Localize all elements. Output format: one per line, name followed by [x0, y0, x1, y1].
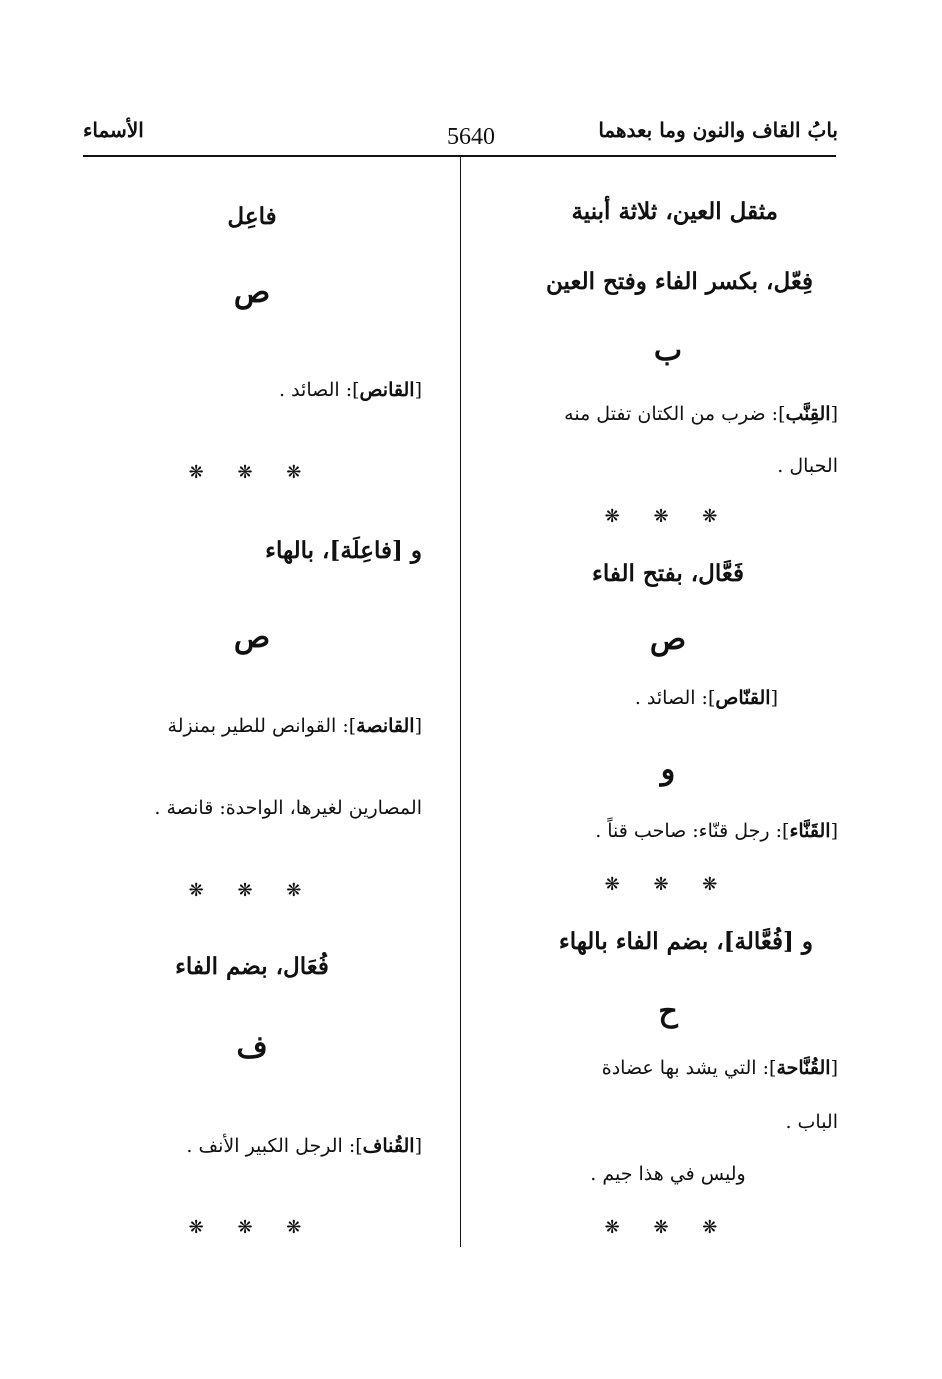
entry: [القانصة]: القوانص للطير بمنزلة	[167, 715, 422, 737]
entry-definition: : الصائد .	[278, 379, 353, 401]
section-separator: ❋ ❋ ❋	[188, 462, 316, 483]
entry: [القُناف]: الرجل الكبير الأنف .	[186, 1135, 422, 1157]
entry-headword: القنّاص	[715, 687, 771, 709]
column-divider	[460, 157, 461, 1247]
entry-headword: القَنَّاء	[789, 820, 831, 842]
letter-heading: و	[660, 752, 676, 787]
entry: [القِنَّب]: ضرب من الكتان تفتل منه	[564, 403, 838, 425]
entry: [القانص]: الصائد .	[278, 379, 422, 401]
pattern-heading: فُعَال، بضم الفاء	[175, 953, 329, 980]
entry-definition: : ضرب من الكتان تفتل منه	[564, 403, 779, 425]
entry-headword: القُناف	[362, 1135, 415, 1157]
section-separator: ❋ ❋ ❋	[604, 506, 732, 527]
pattern-heading: فاعِل	[227, 203, 277, 230]
letter-heading: ح	[658, 994, 678, 1029]
section-separator: ❋ ❋ ❋	[188, 1217, 316, 1238]
entry-definition: : القوانص للطير بمنزلة	[167, 715, 349, 737]
pattern-heading: فَعَّال، بفتح الفاء	[592, 560, 744, 587]
entry: [القُنَّاحة]: التي يشد بها عضادة	[601, 1057, 838, 1079]
section-title: الأسماء	[83, 118, 144, 142]
pattern-heading: و [فُعَّالة]، بضم الفاء بالهاء	[558, 928, 813, 955]
entry: [القنّاص]: الصائد .	[634, 687, 778, 709]
entry-continuation: المصارين لغيرها، الواحدة: قانصة .	[154, 797, 422, 819]
entry-definition: : الصائد .	[634, 687, 708, 709]
entry-definition: : الرجل الكبير الأنف .	[186, 1135, 356, 1157]
entry-continuation: الحبال .	[777, 455, 838, 477]
entry-headword: القُنَّاحة	[776, 1057, 831, 1079]
entry: [القَنَّاء]: رجل قنّاء: صاحب قناً .	[595, 820, 838, 842]
entry-headword: القانص	[359, 379, 415, 401]
section-separator: ❋ ❋ ❋	[604, 1217, 732, 1238]
letter-heading: ص	[233, 275, 271, 310]
entry-definition: : رجل قنّاء: صاحب قناً .	[595, 820, 783, 842]
entry-headword: القِنَّب	[785, 403, 831, 425]
section-separator: ❋ ❋ ❋	[604, 874, 732, 895]
pattern-intro: مثقل العين، ثلاثة أبنية	[571, 198, 778, 225]
letter-heading: ف	[236, 1030, 268, 1065]
note: وليس في هذا جيم .	[590, 1163, 746, 1185]
letter-heading: ص	[233, 620, 271, 655]
pattern-heading: و [فاعِلَة]، بالهاء	[265, 537, 422, 564]
chapter-title: بابُ القاف والنون وما بعدهما	[598, 118, 838, 142]
page-number: 5640	[447, 124, 495, 150]
letter-heading: ص	[649, 622, 687, 657]
entry-headword: القانصة	[356, 715, 415, 737]
section-separator: ❋ ❋ ❋	[188, 880, 316, 901]
entry-definition: : التي يشد بها عضادة	[601, 1057, 770, 1079]
entry-continuation: الباب .	[785, 1111, 838, 1133]
pattern-heading: فِعّل، بكسر الفاء وفتح العين	[546, 268, 813, 295]
letter-heading: ب	[653, 333, 683, 368]
